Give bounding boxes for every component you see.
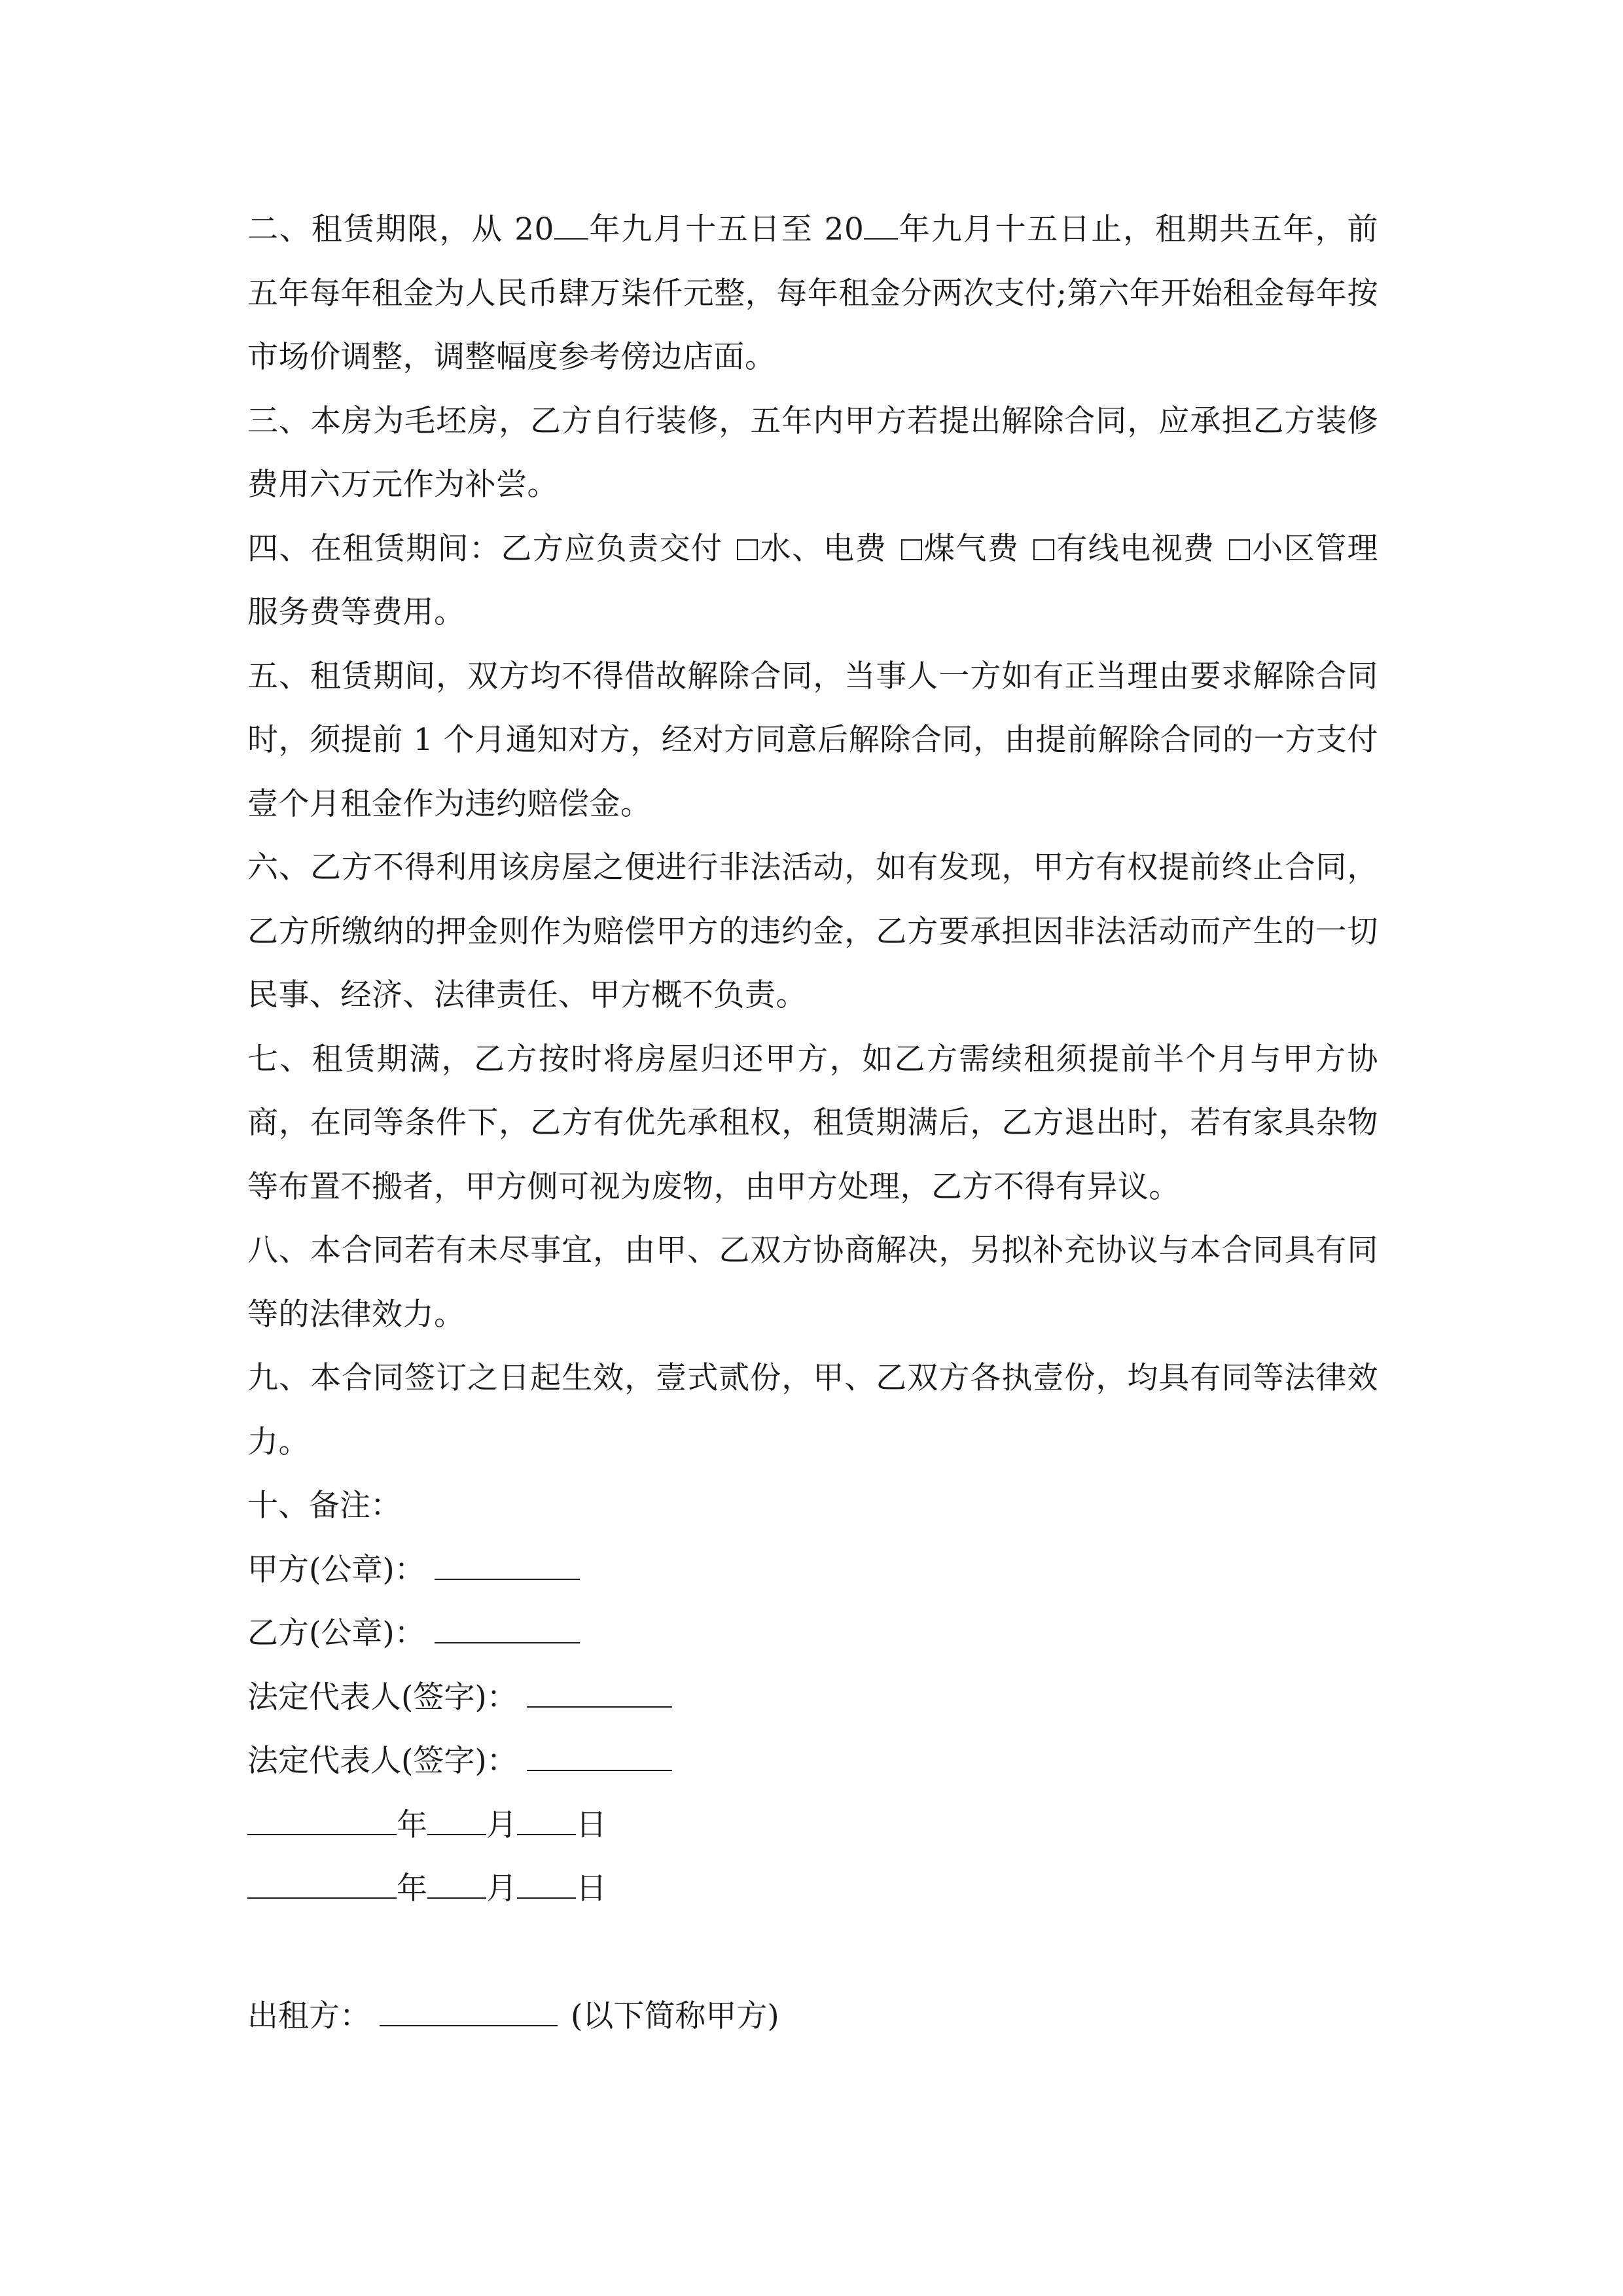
clause-5: 五、租赁期间，双方均不得借故解除合同，当事人一方如有正当理由要求解除合同时，须提前 1 个月通知对方，经对方同意后解除合同，由提前解除合同的一方支付壹个月租金作为违约赔偿金。	[247, 658, 1378, 822]
date-month-blank[interactable]	[427, 1808, 486, 1835]
date-year-label: 年	[397, 1806, 427, 1843]
year-blank[interactable]	[554, 212, 588, 240]
clause-9: 九、本合同签订之日起生效，壹式贰份，甲、乙双方各执壹份，均具有同等法律效力。	[247, 1360, 1378, 1460]
contract-page	[247, 198, 1378, 2049]
party-b-seal-blank[interactable]	[435, 1616, 580, 1643]
date-line-2	[247, 1857, 1378, 1921]
legal-rep-line-1	[247, 1666, 1378, 1730]
cable-tv-checkbox[interactable]	[1033, 539, 1054, 560]
date-year-label: 年	[397, 1871, 427, 1907]
clause-2-text-a: 二、租赁期限，从 20	[247, 211, 554, 247]
lessor-label: 出租方：	[247, 1998, 370, 2034]
gas-checkbox[interactable]	[901, 539, 922, 560]
clause-3: 三、本房为毛坯房，乙方自行装修，五年内甲方若提出解除合同，应承担乙方装修费用六万元作为补尝。	[247, 403, 1378, 503]
section-spacer	[247, 1921, 1378, 1985]
cable-tv-label: 有线电视费	[1056, 530, 1215, 567]
legal-rep-label-2: 法定代表人(签字)：	[247, 1743, 518, 1779]
date-line-1	[247, 1793, 1378, 1857]
legal-rep-line-2	[247, 1729, 1378, 1793]
date-year-blank[interactable]	[247, 1808, 397, 1835]
party-b-label: 乙方(公章)：	[247, 1615, 425, 1651]
date-day-blank[interactable]	[517, 1808, 576, 1835]
clause-2-text-c: 年九月十五日止，租期共五年，前五年每年租金为人民币肆万柒仟元整，每年租金分两次支付;第六年开始租金每年按市场价调整，调整幅度参考傍边店面。	[247, 211, 1379, 375]
date-day-label: 日	[576, 1806, 607, 1843]
date-month-label: 月	[486, 1806, 517, 1843]
property-mgmt-checkbox[interactable]	[1229, 539, 1250, 560]
utilities-checkbox[interactable]	[737, 539, 758, 560]
clause-7: 七、租赁期满，乙方按时将房屋归还甲方，如乙方需续租须提前半个月与甲方协商，在同等条件下，乙方有优先承租权，租赁期满后，乙方退出时，若有家具杂物等布置不搬者，甲方侧可视为废物，由甲方处理，乙方不得有异议。	[247, 1041, 1378, 1205]
party-a-seal-line	[247, 1538, 1378, 1602]
legal-rep-label-1: 法定代表人(签字)：	[247, 1679, 518, 1715]
utilities-label: 水、电费	[759, 530, 887, 567]
year-blank[interactable]	[864, 212, 898, 240]
party-a-label: 甲方(公章)：	[247, 1551, 425, 1588]
clause-4	[247, 517, 1378, 645]
date-year-blank[interactable]	[247, 1871, 397, 1899]
gas-label: 煤气费	[923, 530, 1020, 567]
property-mgmt-label: 小区管理服务费等费用。	[247, 530, 1379, 630]
clause-4-intro: 四、在租赁期间：乙方应负责交付	[247, 530, 723, 567]
legal-rep-signature-blank-1[interactable]	[527, 1680, 672, 1708]
date-month-blank[interactable]	[427, 1871, 486, 1899]
clause-2-text-b: 年九月十五日至 20	[588, 211, 865, 247]
party-a-seal-blank[interactable]	[435, 1552, 580, 1580]
lessor-note: (以下简称甲方)	[571, 1998, 779, 2034]
lessor-name-blank[interactable]	[380, 1999, 558, 2026]
clause-6: 六、乙方不得利用该房屋之便进行非法活动，如有发现，甲方有权提前终止合同，乙方所缴纳的押金则作为赔偿甲方的违约金，乙方要承担因非法活动而产生的一切民事、经济、法律责任、甲方概不负责。	[247, 850, 1378, 1013]
party-b-seal-line	[247, 1602, 1378, 1666]
clause-2	[247, 198, 1378, 389]
clause-8: 八、本合同若有未尽事宜，由甲、乙双方协商解决，另拟补充协议与本合同具有同等的法律效力。	[247, 1232, 1378, 1333]
date-day-label: 日	[576, 1871, 607, 1907]
date-day-blank[interactable]	[517, 1871, 576, 1899]
clause-10-remarks: 十、备注：	[247, 1488, 401, 1524]
lessor-line	[247, 1984, 1378, 2049]
date-month-label: 月	[486, 1871, 517, 1907]
legal-rep-signature-blank-2[interactable]	[527, 1744, 672, 1771]
